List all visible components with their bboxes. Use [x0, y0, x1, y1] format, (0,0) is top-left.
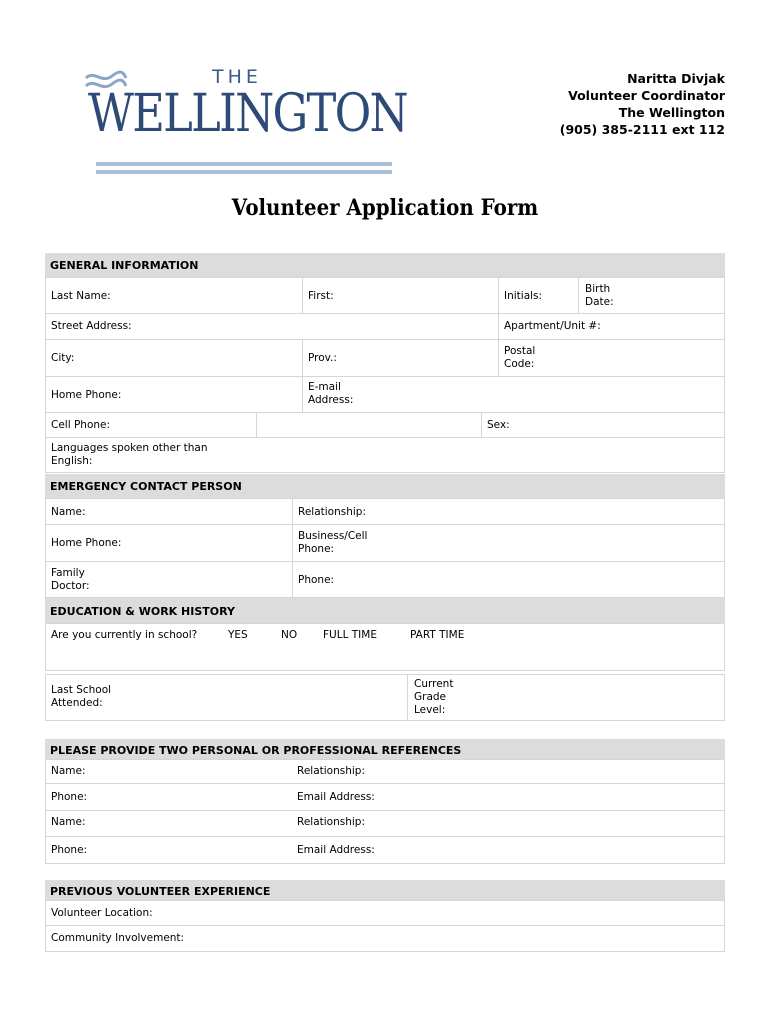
street-address-label: Street Address:	[51, 320, 132, 332]
reference-1-relationship-field[interactable]	[292, 760, 724, 783]
cell-phone-label: Cell Phone:	[51, 419, 111, 431]
reference-2-contact-row	[45, 837, 725, 864]
reference-1-phone-field[interactable]	[46, 784, 292, 810]
doctor-phone-field[interactable]	[292, 562, 724, 597]
emergency-home-phone-field[interactable]	[46, 525, 292, 561]
contact-name: Naritta Divjak	[627, 71, 725, 86]
city-label: City:	[51, 352, 75, 364]
grade-level-field[interactable]	[407, 675, 724, 720]
emergency-business-phone-label: Business/Cell Phone:	[298, 530, 368, 555]
yes-option[interactable]: YES	[228, 629, 248, 641]
languages-field[interactable]	[46, 438, 724, 472]
section-heading: PLEASE PROVIDE TWO PERSONAL OR PROFESSIONAL REFERENCES	[45, 739, 725, 759]
emergency-relationship-label: Relationship:	[298, 506, 366, 518]
section-heading: EMERGENCY CONTACT PERSON	[45, 474, 725, 498]
reference-1-name-row	[45, 759, 725, 784]
school-status-row	[45, 623, 725, 671]
last-school-field[interactable]	[46, 675, 407, 720]
community-involvement-field[interactable]	[46, 926, 724, 951]
province-field[interactable]	[302, 340, 498, 376]
city-row	[45, 340, 725, 377]
last-name-label: Last Name:	[51, 290, 111, 302]
email-label: E-mail Address:	[308, 381, 354, 406]
birth-date-label: Birth Date:	[585, 283, 614, 308]
home-phone-label: Home Phone:	[51, 389, 122, 401]
emergency-doctor-row	[45, 562, 725, 598]
grade-level-label: Current Grade Level:	[414, 678, 454, 716]
first-name-label: First:	[308, 290, 334, 302]
reference-phone-label: Phone:	[51, 844, 88, 856]
last-school-row	[45, 674, 725, 721]
phone-email-row	[45, 377, 725, 413]
page-title: Volunteer Application Form	[231, 195, 539, 221]
reference-2-relationship-field[interactable]	[292, 811, 724, 836]
name-row	[45, 277, 725, 314]
logo-the: THE	[212, 66, 262, 88]
email-field[interactable]	[302, 377, 724, 412]
emergency-name-field[interactable]	[46, 499, 292, 524]
contact-org: The Wellington	[618, 105, 725, 120]
apartment-field[interactable]	[498, 314, 724, 339]
logo-divider	[96, 170, 392, 174]
section-heading: EDUCATION & WORK HISTORY	[45, 598, 725, 623]
reference-2-phone-field[interactable]	[46, 837, 292, 863]
reference-email-label: Email Address:	[297, 844, 375, 856]
emergency-business-phone-field[interactable]	[292, 525, 724, 561]
street-address-field[interactable]	[46, 314, 498, 339]
full-time-option[interactable]: FULL TIME	[323, 629, 377, 641]
emergency-name-row	[45, 498, 725, 525]
reference-2-email-field[interactable]	[292, 837, 724, 863]
emergency-home-phone-label: Home Phone:	[51, 537, 122, 549]
reference-relationship-label: Relationship:	[297, 765, 365, 777]
volunteer-location-row	[45, 900, 725, 926]
community-involvement-label: Community Involvement:	[51, 932, 185, 944]
family-doctor-field[interactable]	[46, 562, 292, 597]
city-field[interactable]	[46, 340, 302, 376]
emergency-name-label: Name:	[51, 506, 86, 518]
section-heading: PREVIOUS VOLUNTEER EXPERIENCE	[45, 880, 725, 900]
emergency-relationship-field[interactable]	[292, 499, 724, 524]
reference-name-label: Name:	[51, 765, 86, 777]
section-heading: GENERAL INFORMATION	[45, 253, 725, 277]
cell-sex-row	[45, 413, 725, 438]
reference-relationship-label: Relationship:	[297, 816, 365, 828]
postal-code-label: Postal Code:	[504, 345, 536, 370]
volunteer-location-field[interactable]	[46, 901, 724, 925]
reference-2-name-row	[45, 811, 725, 837]
home-phone-field[interactable]	[46, 377, 302, 412]
community-involvement-row	[45, 926, 725, 952]
reference-1-name-field[interactable]	[46, 760, 292, 783]
wellington-logo	[84, 66, 407, 178]
contact-block	[560, 70, 725, 138]
reference-phone-label: Phone:	[51, 791, 88, 803]
apartment-label: Apartment/Unit #:	[504, 320, 601, 332]
languages-row	[45, 438, 725, 473]
province-label: Prov.:	[308, 352, 337, 364]
initials-label: Initials:	[504, 290, 543, 302]
no-option[interactable]: NO	[281, 629, 298, 641]
in-school-label: Are you currently in school?	[51, 629, 198, 641]
first-name-field[interactable]	[302, 278, 498, 313]
logo-wordmark: WELLINGTON	[88, 84, 407, 144]
emergency-phone-row	[45, 525, 725, 562]
reference-1-email-field[interactable]	[292, 784, 724, 810]
family-doctor-label: Family Doctor:	[51, 567, 90, 592]
contact-role: Volunteer Coordinator	[568, 88, 725, 103]
cell-phone-field[interactable]	[256, 413, 481, 437]
languages-label: Languages spoken other than English:	[51, 442, 208, 467]
logo-divider	[96, 162, 392, 166]
last-name-field[interactable]	[46, 278, 302, 313]
postal-code-field[interactable]	[498, 340, 724, 376]
initials-field[interactable]	[498, 278, 578, 313]
reference-email-label: Email Address:	[297, 791, 375, 803]
part-time-option[interactable]: PART TIME	[410, 629, 465, 641]
reference-2-name-field[interactable]	[46, 811, 292, 836]
volunteer-location-label: Volunteer Location:	[51, 907, 153, 919]
last-school-label: Last School Attended:	[51, 684, 112, 709]
birth-date-field[interactable]	[578, 278, 724, 313]
sex-field[interactable]	[481, 413, 724, 437]
contact-phone: (905) 385-2111 ext 112	[559, 122, 725, 137]
cell-phone-label-cell	[46, 413, 256, 437]
doctor-phone-label: Phone:	[298, 574, 335, 586]
address-row	[45, 314, 725, 340]
reference-1-contact-row	[45, 784, 725, 811]
reference-name-label: Name:	[51, 816, 86, 828]
sex-label: Sex:	[487, 419, 510, 431]
